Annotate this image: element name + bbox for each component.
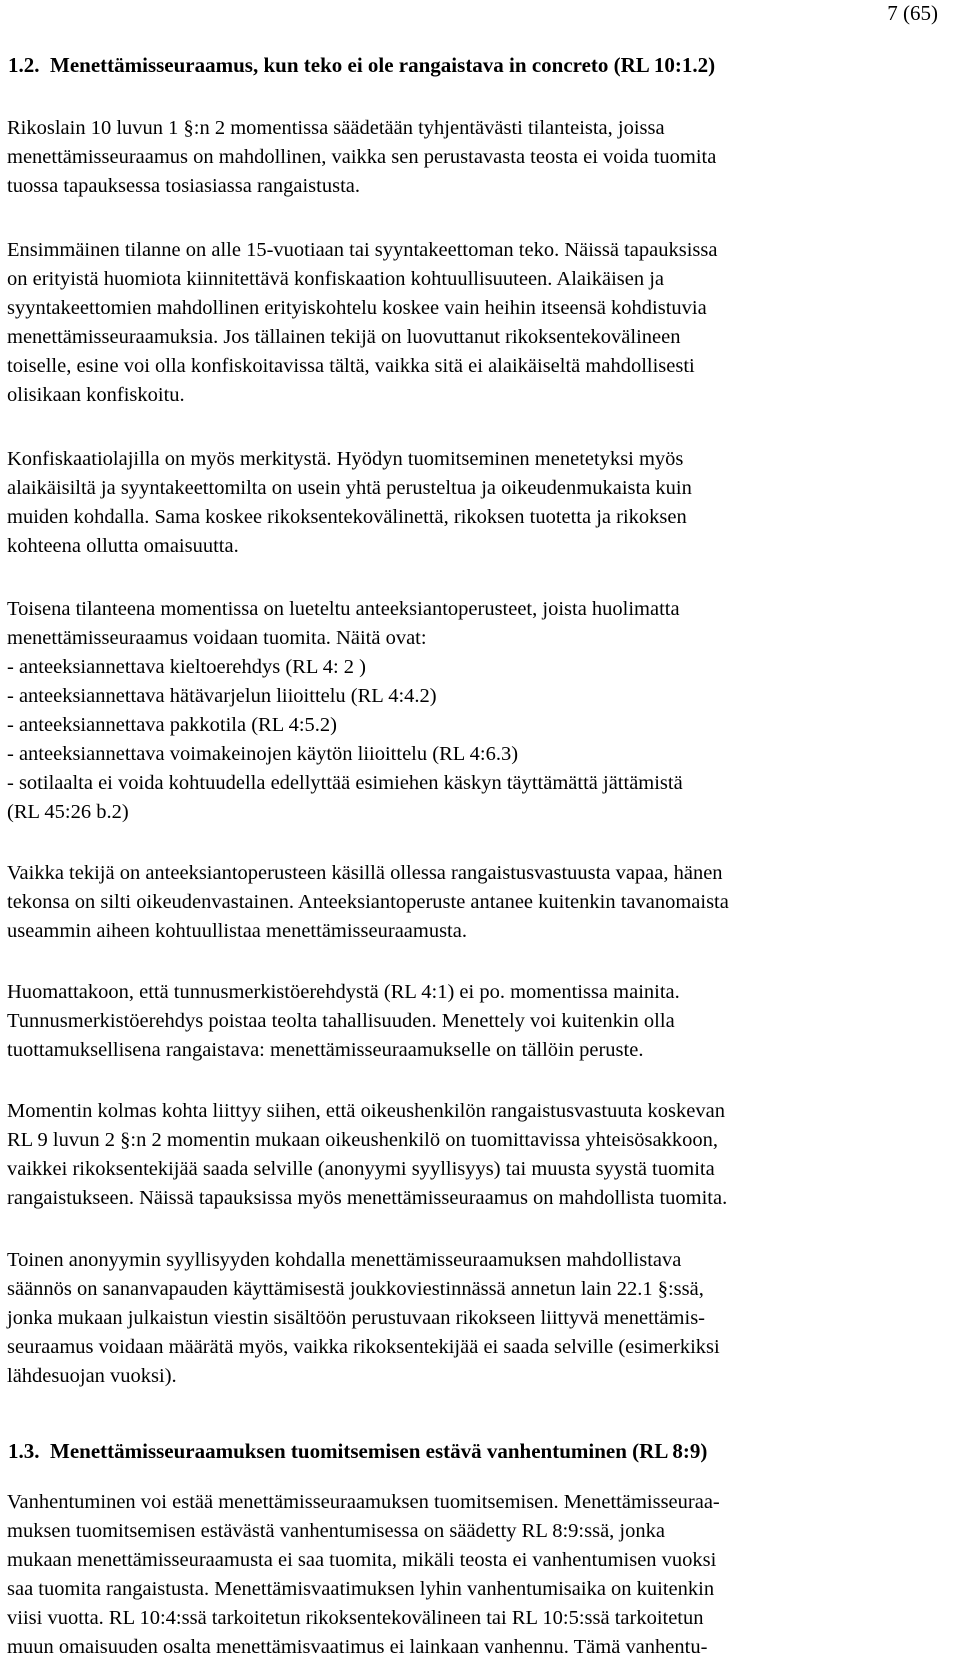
list-item: - anteeksiannettava pakkotila (RL 4:5.2) bbox=[7, 714, 337, 736]
text-line: lähdesuojan vuoksi). bbox=[7, 1365, 177, 1387]
list-item: - anteeksiannettava kieltoerehdys (RL 4: 2 ) bbox=[7, 656, 367, 678]
paragraph bbox=[7, 1246, 947, 1391]
list-item: - anteeksiannettava voimakeinojen käytön liioittelu (RL 4:6.3) bbox=[7, 743, 519, 765]
text-line: menettämisseuraamus voidaan tuomita. Näitä ovat: bbox=[7, 627, 427, 649]
paragraph bbox=[7, 114, 947, 201]
text-line: muksen tuomitsemisen estävästä vanhentumisessa on säädetty RL 8:9:ssä, jonka bbox=[7, 1520, 665, 1542]
text-line: tuossa tapauksessa tosiasiassa rangaistusta. bbox=[7, 175, 360, 197]
section-title: Menettämisseuraamus, kun teko ei ole rangaistava in concreto (RL 10:1.2) bbox=[50, 53, 716, 77]
text-line: tekonsa on silti oikeudenvastainen. Anteeksiantoperuste antanee kuitenkin tavanomaista bbox=[7, 891, 729, 913]
text-line: jonka mukaan julkaistun viestin sisältöön perustuvaan rikokseen liittyvä menettämis- bbox=[7, 1307, 706, 1329]
text-line: useammin aiheen kohtuullistaa menettämisseuraamusta. bbox=[7, 920, 467, 942]
paragraph bbox=[7, 1097, 947, 1213]
section-number: 1.2. bbox=[8, 53, 40, 77]
text-line: Ensimmäinen tilanne on alle 15-vuotiaan tai syyntakeettoman teko. Näissä tapauksissa bbox=[7, 239, 718, 261]
text-line: muiden kohdalla. Sama koskee rikoksentekovälinettä, rikoksen tuotetta ja rikoksen bbox=[7, 506, 687, 528]
section-title: Menettämisseuraamuksen tuomitsemisen estävä vanhentuminen (RL 8:9) bbox=[50, 1439, 708, 1463]
text-line: menettämisseuraamuksia. Jos tällainen tekijä on luovuttanut rikoksentekovälineen bbox=[7, 326, 681, 348]
text-line: RL 9 luvun 2 §:n 2 momentin mukaan oikeushenkilö on tuomittavissa yhteisösakkoon, bbox=[7, 1129, 718, 1151]
text-line: Vaikka tekijä on anteeksiantoperusteen käsillä ollessa rangaistusvastuusta vapaa, hänen bbox=[7, 862, 723, 884]
list-item: - sotilaalta ei voida kohtuudella edellyttää esimiehen käskyn täyttämättä jättämistä bbox=[7, 772, 683, 794]
text-line: toiselle, esine voi olla konfiskoitavissa tältä, vaikka sitä ei alaikäiseltä mahdollisesti bbox=[7, 355, 695, 377]
paragraph bbox=[7, 859, 947, 946]
paragraph bbox=[7, 445, 947, 561]
text-line: saa tuomita rangaistusta. Menettämisvaatimuksen lyhin vanhentumisaika on kuitenkin bbox=[7, 1578, 715, 1600]
text-line: kohteena ollutta omaisuutta. bbox=[7, 535, 239, 557]
text-line: Toinen anonyymin syyllisyyden kohdalla menettämisseuraamuksen mahdollistava bbox=[7, 1249, 682, 1271]
text-line: Konfiskaatiolajilla on myös merkitystä. Hyödyn tuomitseminen menetetyksi myös bbox=[7, 448, 684, 470]
text-line: mukaan menettämisseuraamusta ei saa tuomita, mikäli teosta ei vanhentumisen vuoksi bbox=[7, 1549, 717, 1571]
paragraph bbox=[7, 236, 947, 410]
text-line: syyntakeettomien mahdollinen erityiskohtelu koskee vain heihin itseensä kohdistuvia bbox=[7, 297, 707, 319]
list-item: - anteeksiannettava hätävarjelun liioittelu (RL 4:4.2) bbox=[7, 685, 437, 707]
page-number: 7 (65) bbox=[887, 1, 938, 25]
list-item-continuation: (RL 45:26 b.2) bbox=[7, 801, 129, 823]
text-line: olisikaan konfiskoitu. bbox=[7, 384, 185, 406]
text-line: seuraamus voidaan määrätä myös, vaikka rikoksentekijää ei saada selville (esimerkiksi bbox=[7, 1336, 720, 1358]
text-line: viisi vuotta. RL 10:4:ssä tarkoitetun rikoksentekovälineen tai RL 10:5:ssä tarkoitetun bbox=[7, 1607, 704, 1629]
text-line: vaikkei rikoksentekijää saada selville (anonyymi syyllisyys) tai muusta syystä tuomita bbox=[7, 1158, 715, 1180]
text-line: rangaistukseen. Näissä tapauksissa myös menettämisseuraamus on mahdollista tuomita. bbox=[7, 1187, 728, 1209]
text-line: Huomattakoon, että tunnusmerkistöerehdystä (RL 4:1) ei po. momentissa mainita. bbox=[7, 981, 680, 1003]
text-line: Momentin kolmas kohta liittyy siihen, että oikeushenkilön rangaistusvastuuta koskevan bbox=[7, 1100, 725, 1122]
text-line: on erityistä huomiota kiinnitettävä konfiskaation kohtuullisuuteen. Alaikäisen ja bbox=[7, 268, 665, 290]
section-heading-1-2 bbox=[8, 50, 715, 80]
text-line: Rikoslain 10 luvun 1 §:n 2 momentissa säädetään tyhjentävästi tilanteista, joissa bbox=[7, 117, 665, 139]
text-line: säännös on sananvapauden käyttämisestä joukkoviestinnässä annetun lain 22.1 §:ssä, bbox=[7, 1278, 704, 1300]
text-line: tuottamuksellisena rangaistava: menettämisseuraamukselle on tällöin peruste. bbox=[7, 1039, 644, 1061]
text-line: Vanhentuminen voi estää menettämisseuraamuksen tuomitsemisen. Menettämisseuraa- bbox=[7, 1491, 720, 1513]
paragraph bbox=[7, 978, 947, 1065]
text-line: alaikäisiltä ja syyntakeettomilta on usein yhtä perusteltua ja oikeudenmukaista kuin bbox=[7, 477, 692, 499]
text-line: Toisena tilanteena momentissa on lueteltu anteeksiantoperusteet, joista huolimatta bbox=[7, 598, 680, 620]
section-number: 1.3. bbox=[8, 1439, 40, 1463]
text-line: menettämisseuraamus on mahdollinen, vaikka sen perustavasta teosta ei voida tuomita bbox=[7, 146, 717, 168]
section-heading-1-3 bbox=[8, 1436, 707, 1466]
paragraph bbox=[7, 595, 947, 827]
text-line: muun omaisuuden osalta menettämisvaatimus ei lainkaan vanhennu. Tämä vanhentu- bbox=[7, 1636, 708, 1658]
paragraph bbox=[7, 1488, 947, 1662]
text-line: Tunnusmerkistöerehdys poistaa teolta tahallisuuden. Menettely voi kuitenkin olla bbox=[7, 1010, 675, 1032]
